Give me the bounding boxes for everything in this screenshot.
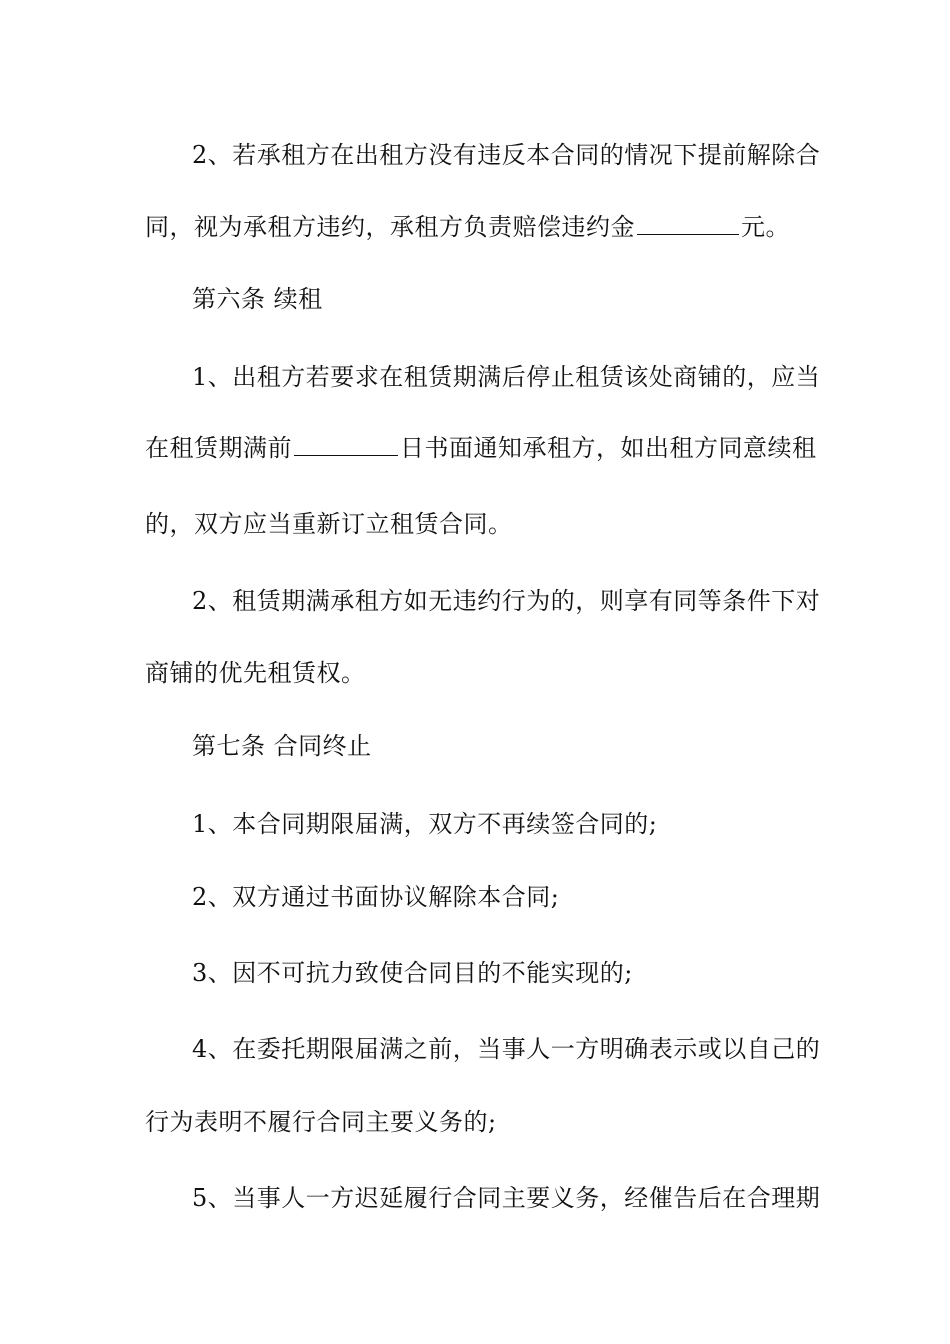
text-span: 2、若承租方在出租方没有违反本合同的情况下提前解除合 <box>192 141 821 169</box>
text-span: 3、因不可抗力致使合同目的不能实现的; <box>192 959 633 987</box>
paragraph-line <box>145 508 825 540</box>
text-span: 在租赁期满前 <box>145 434 292 462</box>
paragraph-line <box>192 585 872 617</box>
list-item <box>192 1182 872 1214</box>
paragraph-line <box>145 1106 825 1138</box>
section-heading <box>192 730 872 762</box>
text-span: 5、当事人一方迟延履行合同主要义务，经催告后在合理期 <box>192 1184 821 1212</box>
text-span: 4、在委托期限届满之前，当事人一方明确表示或以自己的 <box>192 1035 821 1063</box>
text-span: 1、出租方若要求在租赁期满后停止租赁该处商铺的，应当 <box>192 363 821 391</box>
list-item <box>192 1033 872 1065</box>
list-item <box>192 881 872 913</box>
text-span: 日书面通知承租方，如出租方同意续租 <box>400 434 817 462</box>
text-span: 同，视为承租方违约，承租方负责赔偿违约金 <box>145 213 635 241</box>
fill-in-blank <box>637 212 739 235</box>
paragraph-line <box>145 211 825 243</box>
list-item <box>192 808 872 840</box>
paragraph-line <box>145 657 825 689</box>
text-span: 1、本合同期限届满，双方不再续签合同的; <box>192 810 658 838</box>
paragraph-line <box>192 139 872 171</box>
section-heading <box>192 283 872 315</box>
text-span: 第六条 续租 <box>192 285 323 313</box>
fill-in-blank <box>294 433 398 456</box>
text-span: 商铺的优先租赁权。 <box>145 659 366 687</box>
text-span: 第七条 合同终止 <box>192 732 372 760</box>
text-span: 元。 <box>741 213 790 241</box>
text-span: 的，双方应当重新订立租赁合同。 <box>145 510 513 538</box>
text-span: 2、租赁期满承租方如无违约行为的，则享有同等条件下对 <box>192 587 821 615</box>
paragraph-line <box>145 432 825 464</box>
paragraph-line <box>192 361 872 393</box>
text-span: 行为表明不履行合同主要义务的; <box>145 1108 497 1136</box>
list-item <box>192 957 872 989</box>
text-span: 2、双方通过书面协议解除本合同; <box>192 883 560 911</box>
